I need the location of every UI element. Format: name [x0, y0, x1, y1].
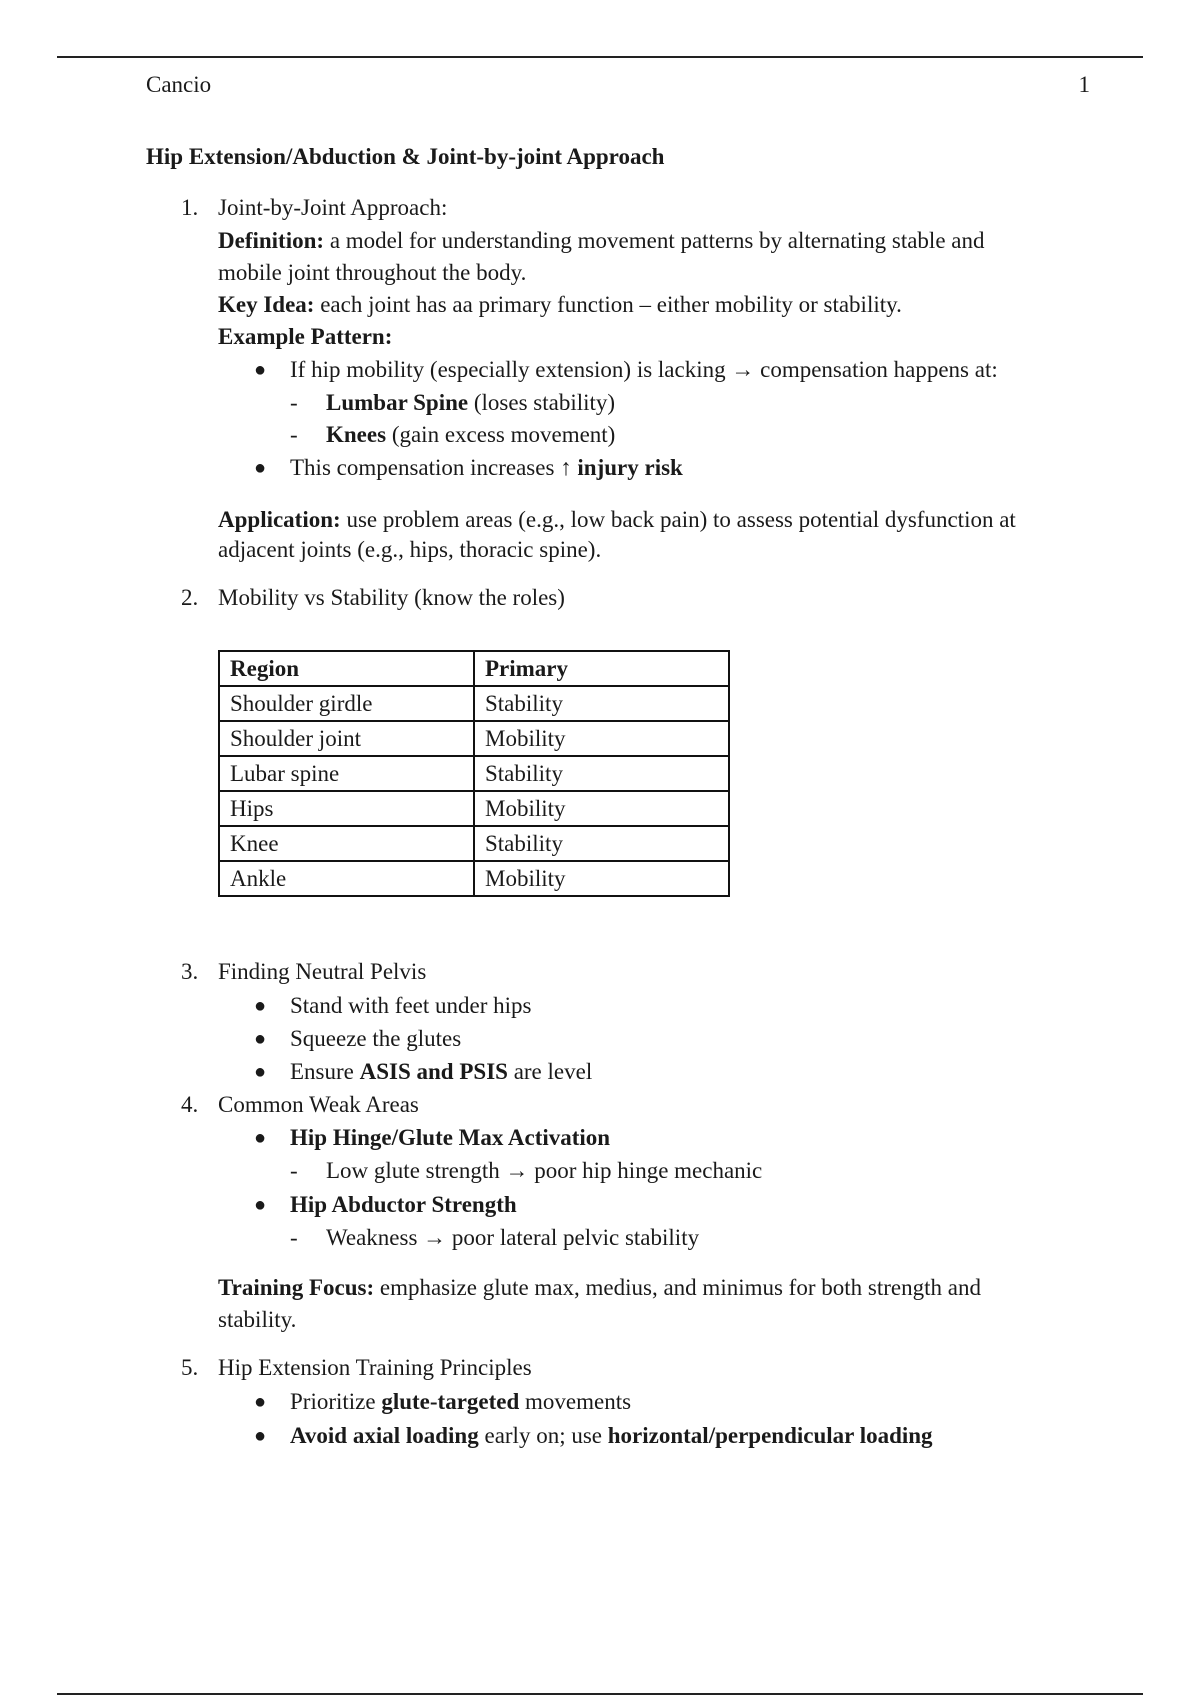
training-focus-label: Training Focus: — [218, 1275, 375, 1300]
example-bullet1-tail: compensation happens at: — [754, 357, 998, 382]
bullet-icon: ● — [254, 1127, 267, 1149]
region-cell: Lubar spine — [219, 756, 474, 791]
principle2-bold2: horizontal/perpendicular loading — [607, 1423, 933, 1448]
table-row — [219, 756, 729, 791]
definition-text1: a model for understanding movement patterns by alternating stable and — [324, 228, 985, 253]
weak-sub2 — [326, 1222, 699, 1254]
training-focus-line1 — [218, 1272, 981, 1304]
weak-bullet2: Hip Abductor Strength — [290, 1192, 517, 1217]
training-focus-text1: emphasize glute max, medius, and minimus for both strength and — [374, 1275, 981, 1300]
application-label: Application: — [218, 507, 341, 532]
document-title: Hip Extension/Abduction & Joint-by-joint Approach — [146, 144, 665, 169]
primary-cell: Mobility — [474, 791, 729, 826]
table-header-row — [219, 651, 729, 686]
example-bullet2 — [290, 452, 683, 484]
table-row — [219, 791, 729, 826]
bullet-icon: ● — [254, 1425, 267, 1447]
sub2-bold: Knees — [326, 422, 387, 447]
dash-icon: - — [290, 422, 298, 447]
weak-sub1-tail: poor hip hinge mechanic — [528, 1158, 763, 1183]
bullet-icon: ● — [254, 1391, 267, 1413]
key-idea-text: each joint has aa primary function – either mobility or stability. — [314, 292, 902, 317]
right-arrow-icon: → — [423, 1225, 447, 1250]
dash-icon: - — [290, 1225, 298, 1250]
example-label: Example Pattern: — [218, 324, 393, 349]
section4-number: 4. — [181, 1092, 199, 1117]
region-cell: Shoulder girdle — [219, 686, 474, 721]
section4-heading: Common Weak Areas — [218, 1092, 419, 1117]
roles-table — [218, 650, 730, 897]
application-text1: use problem areas (e.g., low back pain) to assess potential dysfunction at — [340, 507, 1016, 532]
dash-icon: - — [290, 390, 298, 415]
neutral-bullet3 — [290, 1056, 592, 1088]
section1-heading: Joint-by-Joint Approach: — [218, 195, 448, 220]
definition-label: Definition: — [218, 228, 325, 253]
bullet-icon: ● — [254, 995, 267, 1017]
principle1-post: movements — [519, 1389, 632, 1414]
primary-cell: Stability — [474, 686, 729, 721]
section2-number: 2. — [181, 585, 199, 610]
page-header — [146, 72, 1090, 98]
application-line1 — [218, 504, 1016, 536]
bullet-icon: ● — [254, 359, 267, 381]
weak-sub1 — [326, 1155, 762, 1187]
bullet-icon: ● — [254, 1028, 267, 1050]
principle1-bold: glute-targeted — [381, 1389, 520, 1414]
weak-sub1-text: Low glute strength — [326, 1158, 506, 1183]
page-number: 1 — [1078, 72, 1090, 97]
sub1-bold: Lumbar Spine — [326, 390, 469, 415]
principle2-mid: early on; use — [478, 1423, 608, 1448]
bullet-icon: ● — [254, 457, 267, 479]
header-rule — [57, 56, 1143, 58]
region-cell: Ankle — [219, 861, 474, 896]
region-cell: Shoulder joint — [219, 721, 474, 756]
section5-heading: Hip Extension Training Principles — [218, 1355, 532, 1380]
section5-number: 5. — [181, 1355, 199, 1380]
table-header-cell: Primary — [474, 651, 729, 686]
region-cell: Hips — [219, 791, 474, 826]
dash-icon: - — [290, 1158, 298, 1183]
principle2-bold1: Avoid axial loading — [290, 1423, 479, 1448]
neutral-bullet3-post: are level — [507, 1059, 593, 1084]
up-arrow-icon: ↑ — [560, 455, 572, 480]
bullet-icon: ● — [254, 1194, 267, 1216]
section2-heading: Mobility vs Stability (know the roles) — [218, 585, 565, 610]
section3-number: 3. — [181, 959, 199, 984]
application-line2: adjacent joints (e.g., hips, thoracic spine). — [218, 537, 602, 562]
table-row — [219, 686, 729, 721]
example-pattern-label — [218, 321, 392, 353]
sub2-text: (gain excess movement) — [386, 422, 616, 447]
right-arrow-icon: → — [731, 357, 755, 382]
neutral-bullet1: Stand with feet under hips — [290, 993, 532, 1018]
primary-cell: Mobility — [474, 861, 729, 896]
example-bullet1 — [290, 354, 998, 386]
example-bullet2-text: This compensation increases — [290, 455, 561, 480]
table-row — [219, 826, 729, 861]
example-bullet2-bold: injury risk — [571, 455, 683, 480]
weak-sub2-tail: poor lateral pelvic stability — [446, 1225, 700, 1250]
right-arrow-icon: → — [505, 1158, 529, 1183]
table-row — [219, 861, 729, 896]
weak-bullet1: Hip Hinge/Glute Max Activation — [290, 1125, 611, 1150]
definition-line1 — [218, 225, 984, 257]
primary-cell: Stability — [474, 826, 729, 861]
definition-line2: mobile joint throughout the body. — [218, 260, 527, 285]
section1-number: 1. — [181, 195, 199, 220]
principle1-pre: Prioritize — [290, 1389, 382, 1414]
example-sub2 — [326, 419, 615, 451]
neutral-bullet3-bold: ASIS and PSIS — [359, 1059, 508, 1084]
principle-bullet1 — [290, 1386, 631, 1418]
principle-bullet2 — [290, 1420, 933, 1452]
sub1-text: (loses stability) — [468, 390, 616, 415]
key-idea-label: Key Idea: — [218, 292, 315, 317]
neutral-bullet3-pre: Ensure — [290, 1059, 360, 1084]
weak-sub2-text: Weakness — [326, 1225, 424, 1250]
primary-cell: Mobility — [474, 721, 729, 756]
section3-heading: Finding Neutral Pelvis — [218, 959, 427, 984]
key-idea-line — [218, 289, 902, 321]
region-cell: Knee — [219, 826, 474, 861]
example-sub1 — [326, 387, 615, 419]
neutral-bullet2: Squeeze the glutes — [290, 1026, 462, 1051]
training-focus-line2: stability. — [218, 1307, 297, 1332]
example-bullet1-text: If hip mobility (especially extension) is lacking — [290, 357, 732, 382]
author-name: Cancio — [146, 72, 212, 97]
bullet-icon: ● — [254, 1061, 267, 1083]
table-header-cell: Region — [219, 651, 474, 686]
footer-rule — [57, 1693, 1143, 1695]
table-row — [219, 721, 729, 756]
primary-cell: Stability — [474, 756, 729, 791]
